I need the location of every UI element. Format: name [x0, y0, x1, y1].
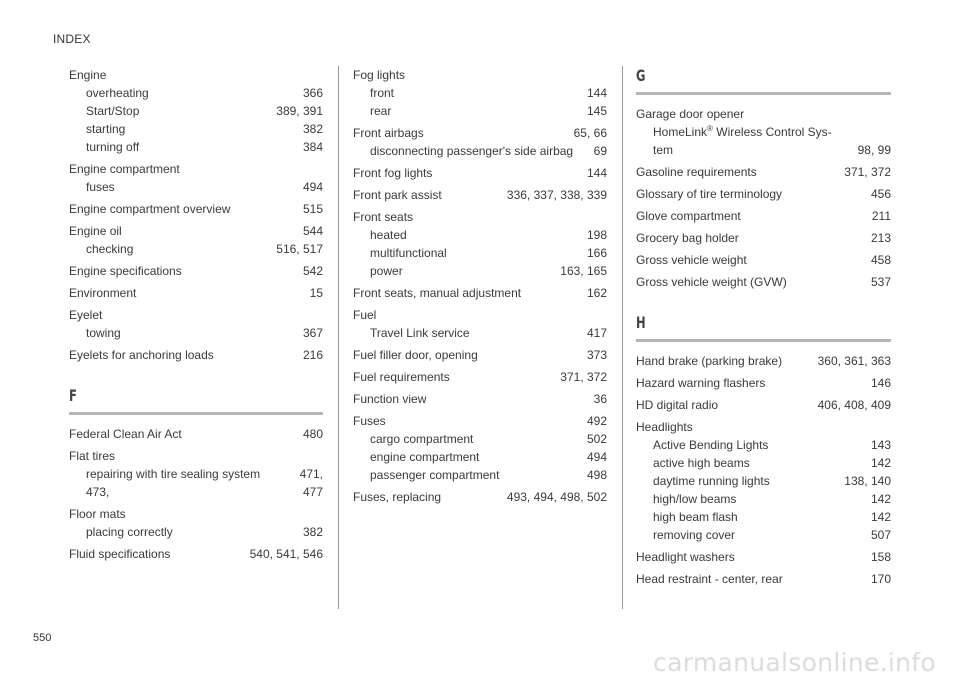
index-entry: Engine oil 544 [69, 224, 323, 238]
letter-section-h [636, 313, 891, 342]
index-entry: Fuses, replacing 493, 494, 498, 502 [353, 490, 607, 504]
index-entry: Hazard warning flashers 146 [636, 376, 891, 390]
index-entry: Eyelet [69, 308, 103, 322]
running-header: INDEX [53, 32, 91, 46]
index-entry: Front airbags 65, 66 [353, 126, 607, 140]
index-entry: Environment 15 [69, 286, 323, 300]
watermark: carmanualsonline.info [653, 648, 936, 677]
index-subentry: removing cover 507 [653, 528, 891, 542]
index-entry: Function view 36 [353, 392, 607, 406]
index-subentry: Start/Stop 389, 391 [86, 104, 323, 118]
letter-section-g [636, 66, 891, 95]
index-entry: Fluid specifications 540, 541, 546 [69, 547, 323, 561]
index-subentry: front 144 [370, 86, 607, 100]
index-subentry: turning off 384 [86, 140, 323, 154]
index-entry: Fuel requirements 371, 372 [353, 370, 607, 384]
index-subentry-continued: tem 98, 99 [653, 143, 891, 157]
letter-section-f [69, 386, 323, 415]
index-entry: Engine compartment overview 515 [69, 202, 323, 216]
index-entry: Engine [69, 68, 107, 82]
section-rule [636, 339, 891, 342]
section-rule [69, 412, 323, 415]
index-entry: Fuses 492 [353, 414, 607, 428]
index-entry: Floor mats [69, 507, 126, 521]
index-subentry-continued: 473, 477 [86, 485, 323, 499]
index-subentry: repairing with tire sealing system 471, [86, 467, 323, 481]
index-subentry: cargo compartment 502 [370, 432, 607, 446]
index-subentry: Active Bending Lights 143 [653, 438, 891, 452]
section-rule [636, 92, 891, 95]
index-entry: Head restraint - center, rear 170 [636, 572, 891, 586]
index-entry: Fog lights [353, 68, 406, 82]
index-subentry: engine compartment 494 [370, 450, 607, 464]
index-subentry: multifunctional 166 [370, 246, 607, 260]
section-letter: F [69, 386, 77, 405]
section-letter: H [636, 313, 646, 332]
index-subentry: high/low beams 142 [653, 492, 891, 506]
index-subentry: high beam flash 142 [653, 510, 891, 524]
index-subentry: disconnecting passenger's side airbag 69 [370, 144, 607, 158]
index-entry: Front park assist 336, 337, 338, 339 [353, 188, 607, 202]
index-entry: Flat tires [69, 449, 116, 463]
index-subentry: starting 382 [86, 122, 323, 136]
index-subentry: rear 145 [370, 104, 607, 118]
index-entry: Gross vehicle weight (GVW) 537 [636, 275, 891, 289]
index-subentry: active high beams 142 [653, 456, 891, 470]
section-letter: G [636, 66, 646, 85]
index-subentry: checking 516, 517 [86, 242, 323, 256]
column-divider [338, 66, 339, 609]
index-subentry: HomeLink® Wireless Control Sys- [653, 124, 832, 139]
index-column-2 [353, 66, 607, 506]
index-subentry: towing 367 [86, 326, 323, 340]
index-subentry: Travel Link service 417 [370, 326, 607, 340]
index-subentry: fuses 494 [86, 180, 323, 194]
index-entry: Grocery bag holder 213 [636, 231, 891, 245]
index-entry: HD digital radio 406, 408, 409 [636, 398, 891, 412]
index-subentry: overheating 366 [86, 86, 323, 100]
index-entry: Garage door opener [636, 107, 745, 121]
index-entry: Headlights [636, 420, 693, 434]
index-subentry: power 163, 165 [370, 264, 607, 278]
index-entry: Eyelets for anchoring loads 216 [69, 348, 323, 362]
index-subentry: placing correctly 382 [86, 525, 323, 539]
index-entry: Front seats, manual adjustment 162 [353, 286, 607, 300]
index-entry: Glossary of tire terminology 456 [636, 187, 891, 201]
index-column-1 [69, 66, 323, 563]
index-entry: Headlight washers 158 [636, 550, 891, 564]
index-entry: Engine specifications 542 [69, 264, 323, 278]
index-entry: Gross vehicle weight 458 [636, 253, 891, 267]
index-column-3 [636, 66, 891, 588]
index-entry: Front fog lights 144 [353, 166, 607, 180]
index-entry: Hand brake (parking brake) 360, 361, 363 [636, 354, 891, 368]
index-entry: Engine compartment [69, 162, 180, 176]
index-entry: Glove compartment 211 [636, 209, 891, 223]
index-entry: Front seats [353, 210, 414, 224]
column-divider [622, 66, 623, 609]
index-entry: Fuel filler door, opening 373 [353, 348, 607, 362]
index-entry: Fuel [353, 308, 377, 322]
index-entry: Gasoline requirements 371, 372 [636, 165, 891, 179]
index-subentry: heated 198 [370, 228, 607, 242]
index-entry: Federal Clean Air Act 480 [69, 427, 323, 441]
page-number: 550 [33, 632, 52, 644]
index-subentry: daytime running lights 138, 140 [653, 474, 891, 488]
index-subentry: passenger compartment 498 [370, 468, 607, 482]
